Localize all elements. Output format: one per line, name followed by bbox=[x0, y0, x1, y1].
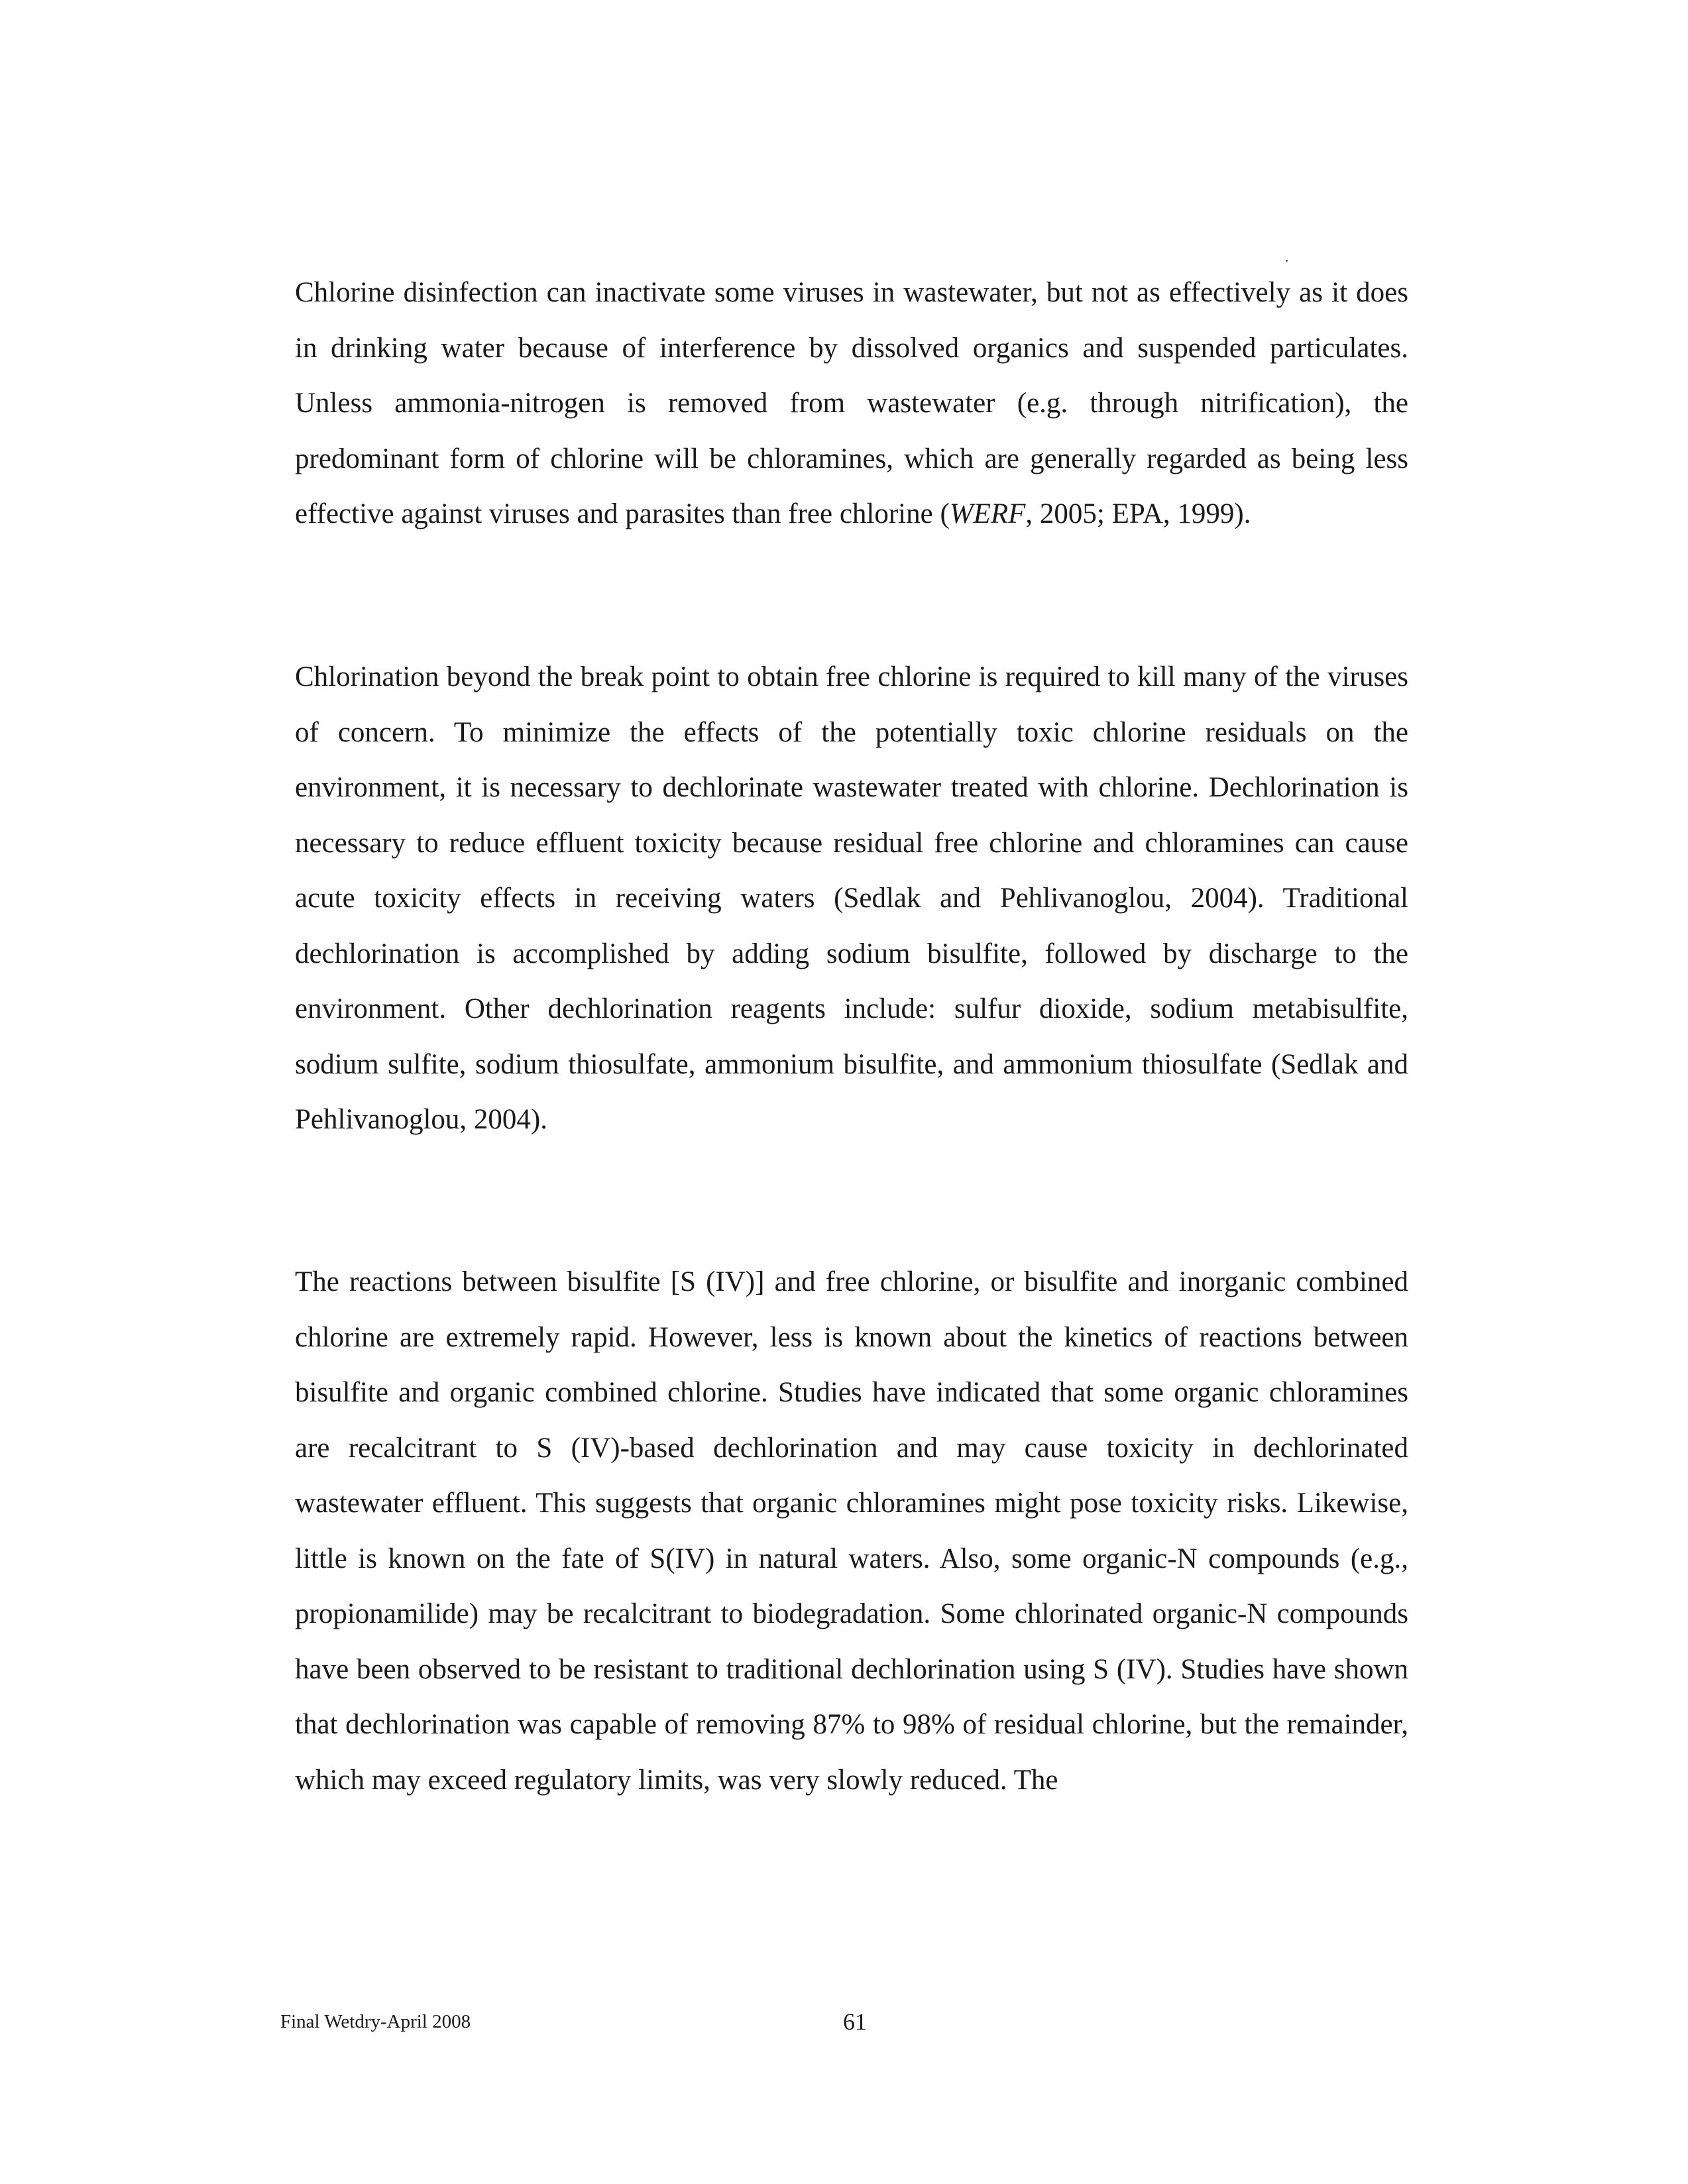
scan-speck bbox=[1286, 260, 1288, 262]
page-number: 61 bbox=[843, 2008, 867, 2035]
paragraph-chlorination-dechlorination: Chlorination beyond the break point to obtain free chlorine is required to kill many of the viruses of concern. To minimize the effects of the potentially toxic chlorine residuals on the environment, it is necessary to dechlorinate wastewater treated with chlorine. Dechlorination is necessary to reduce effluent toxicity because residual free chlorine and chloramines can cause acute toxicity effects in receiving waters (Sedlak and Pehlivanoglou, 2004). Traditional dechlorination is accomplished by adding sodium bisulfite, followed by discharge to the environment. Other dechlorination reagents include: sulfur dioxide, sodium metabisulfite, sodium sulfite, sodium thiosulfate, ammonium bisulfite, and ammonium thiosulfate (Sedlak and Pehlivanoglou, 2004). bbox=[295, 661, 1408, 1135]
paragraph-chlorine-disinfection bbox=[295, 265, 1408, 542]
paragraph-1-text: Chlorine disinfection can inactivate some viruses in wastewater, but not as effectively as it does in drinking water because of interference by dissolved organics and suspended particulates. Unless ammonia-nitrogen is removed from wastewater (e.g. through nitrification), the predominant form of chlorine will be chloramines, which are generally regarded as being less effective against viruses and parasites than free chlorine ( bbox=[295, 277, 1408, 529]
citation-werf: WERF bbox=[949, 498, 1026, 529]
footer-document-label: Final Wetdry-April 2008 bbox=[280, 2011, 471, 2032]
paragraph-1-text-end: , 2005; EPA, 1999). bbox=[1025, 498, 1251, 529]
paragraph-bisulfite-reactions: The reactions between bisulfite [S (IV)] and free chlorine, or bisulfite and inorganic combined chlorine are extremely rapid. However, less is known about the kinetics of reactions between bisulfite and organic combined chlorine. Studies have indicated that some organic chloramines are recalcitrant to S (IV)-based dechlorination and may cause toxicity in dechlorinated wastewater effluent. This suggests that organic chloramines might pose toxicity risks. Likewise, little is known on the fate of S(IV) in natural waters. Also, some organic-N compounds (e.g., propionamilide) may be recalcitrant to biodegradation. Some chlorinated organic-N compounds have been observed to be resistant to traditional dechlorination using S (IV). Studies have shown that dechlorination was capable of removing 87% to 98% of residual chlorine, but the remainder, which may exceed regulatory limits, was very slowly reduced. The bbox=[295, 1266, 1408, 1796]
